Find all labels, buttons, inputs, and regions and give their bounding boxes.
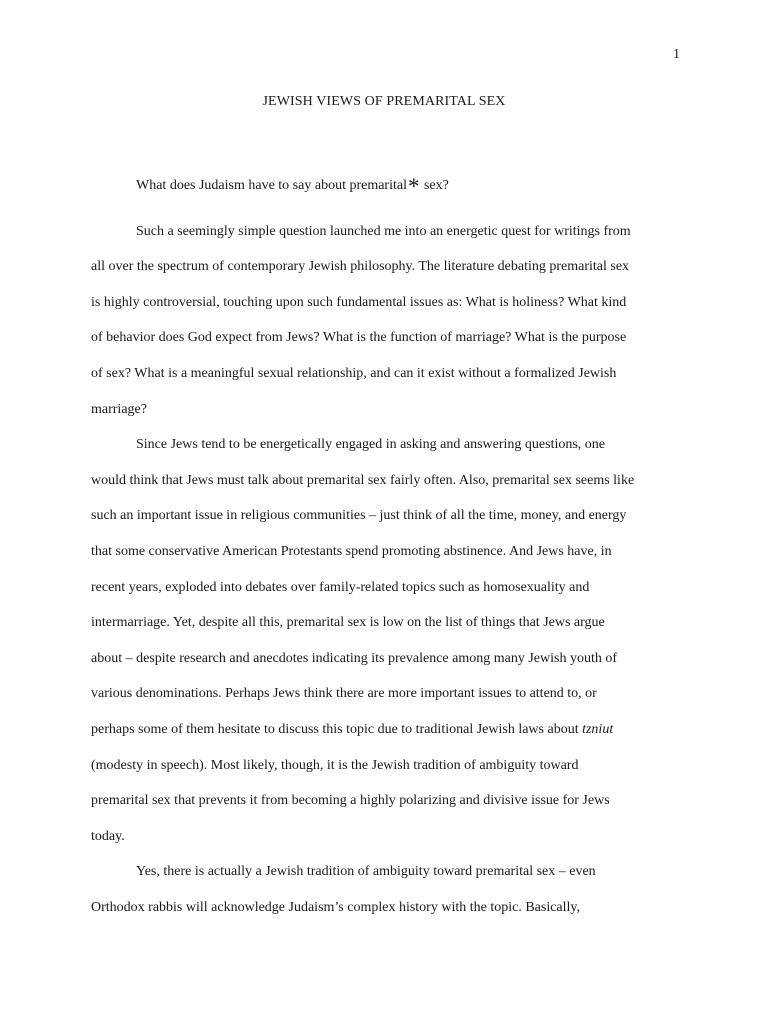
opening-question	[91, 164, 683, 200]
document-body	[91, 164, 683, 925]
text-line: Such a seemingly simple question launched me into an energetic quest for writings from	[136, 223, 631, 239]
text-line: such an important issue in religious communities – just think of all the time, money, and energy	[91, 508, 627, 524]
paragraph-1	[91, 214, 683, 428]
footnote-asterisk[interactable]: *	[407, 174, 420, 199]
text-line: is highly controversial, touching upon such fundamental issues as: What is holiness? What kind	[91, 294, 627, 310]
tzniut-term: tzniut	[582, 721, 614, 737]
text-line-tzniut	[91, 712, 683, 748]
text-line: various denominations. Perhaps Jews think there are more important issues to attend to, or	[91, 686, 597, 702]
text-line: would think that Jews must talk about premarital sex fairly often. Also, premarital sex seems like	[91, 472, 635, 488]
text-segment: perhaps some of them hesitate to discuss this topic due to traditional Jewish laws about	[91, 721, 583, 737]
text-line: that some conservative American Protestants spend promoting abstinence. And Jews have, in	[91, 543, 612, 559]
text-line: Yes, there is actually a Jewish tradition of ambiguity toward premarital sex – even	[136, 864, 596, 880]
text-line: all over the spectrum of contemporary Jewish philosophy. The literature debating premarital sex	[91, 259, 630, 275]
opening-text: What does Judaism have to say about premarital	[136, 178, 407, 193]
paragraph-2	[91, 427, 683, 854]
text-line: marriage?	[91, 401, 147, 417]
text-line: of behavior does God expect from Jews? What is the function of marriage? What is the purpose	[91, 330, 627, 346]
text-line: of sex? What is a meaningful sexual relationship, and can it exist without a formalized Jewish	[91, 365, 617, 381]
text-line: intermarriage. Yet, despite all this, premarital sex is low on the list of things that Jews argue	[91, 615, 605, 631]
text-line: recent years, exploded into debates over family-related topics such as homosexuality and	[91, 579, 590, 595]
text-line: Orthodox rabbis will acknowledge Judaism’s complex history with the topic. Basically,	[91, 899, 581, 915]
page-number: 1	[673, 47, 680, 62]
text-line: today.	[91, 828, 125, 844]
text-line: Since Jews tend to be energetically engaged in asking and answering questions, one	[136, 437, 606, 453]
text-line: (modesty in speech). Most likely, though, it is the Jewish tradition of ambiguity toward	[91, 757, 579, 773]
opening-text-end: sex?	[420, 178, 449, 193]
text-line: premarital sex that prevents it from becoming a highly polarizing and divisive issue for Jews	[91, 793, 610, 809]
text-line: about – despite research and anecdotes indicating its prevalence among many Jewish youth of	[91, 650, 617, 666]
paragraph-3	[91, 854, 683, 925]
document-title: JEWISH VIEWS OF PREMARITAL SEX	[262, 94, 506, 109]
